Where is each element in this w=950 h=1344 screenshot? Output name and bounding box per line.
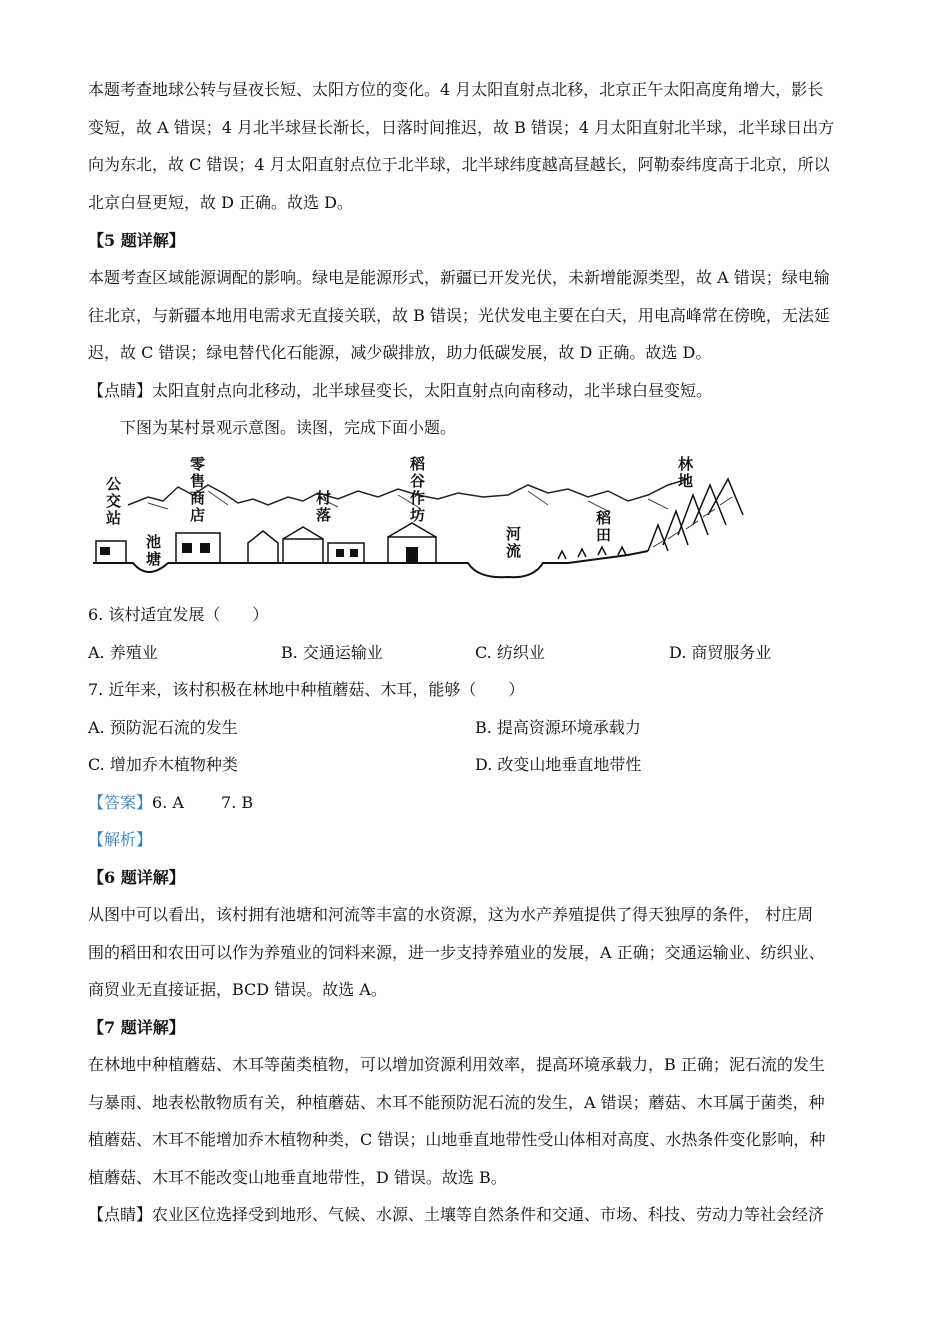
village-landscape-figure bbox=[88, 455, 748, 585]
section-heading: 【5 题详解】 bbox=[88, 231, 185, 250]
analysis-label: 【解析】 bbox=[88, 830, 153, 849]
answer-label: 【答案】 bbox=[88, 793, 153, 812]
text-line: 植蘑菇、木耳不能改变山地垂直地带性，D 错误。故选 B。 bbox=[88, 1168, 507, 1187]
text-line: 从图中可以看出，该村拥有池塘和河流等丰富的水资源，这为水产养殖提供了得天独厚的条件， 村庄周 bbox=[88, 905, 814, 924]
question-6-stem: 6. 该村适宜发展（ ） bbox=[88, 605, 269, 624]
label-forest: 林地 bbox=[678, 455, 694, 490]
q6-option-b: B. 交通运输业 bbox=[281, 643, 383, 662]
label-river: 河流 bbox=[506, 525, 522, 560]
text-line: 迟，故 C 错误；绿电替代化石能源，减少碳排放，助力低碳发展，故 D 正确。故选 D。 bbox=[88, 343, 712, 362]
q6-option-c: C. 纺织业 bbox=[475, 643, 545, 662]
text-line: 变短，故 A 错误；4 月北半球昼长渐长，日落时间推迟，故 B 错误；4 月太阳直射北半球，北半球日出方 bbox=[88, 118, 835, 137]
text-line: 商贸业无直接证据，BCD 错误。故选 A。 bbox=[88, 980, 387, 999]
text-line: 本题考查地球公转与昼夜长短、太阳方位的变化。4 月太阳直射点北移，北京正午太阳高度角增大，影长 bbox=[88, 80, 824, 99]
label-rice-workshop: 稻谷作坊 bbox=[410, 455, 426, 524]
text-line: 本题考查区域能源调配的影响。绿电是能源形式，新疆已开发光伏，未新增能源类型，故 A 错误；绿电输 bbox=[88, 268, 830, 287]
text-line: 围的稻田和农田可以作为养殖业的饲料来源，进一步支持养殖业的发展，A 正确；交通运输业、纺织业、 bbox=[88, 943, 825, 962]
text-line: 与暴雨、地表松散物质有关，种植蘑菇、木耳不能预防泥石流的发生，A 错误；蘑菇、木耳属于菌类，种 bbox=[88, 1093, 825, 1112]
q7-option-c: C. 增加乔木植物种类 bbox=[88, 755, 238, 774]
question-7-stem: 7. 近年来，该村积极在林地中种植蘑菇、木耳，能够（ ） bbox=[88, 680, 525, 699]
answer-text: 6. A 7. B bbox=[152, 793, 254, 812]
answer-line bbox=[88, 793, 253, 813]
note-line: 【点睛】农业区位选择受到地形、气候、水源、土壤等自然条件和交通、市场、科技、劳动力等社会经济 bbox=[88, 1205, 825, 1224]
text-line: 往北京，与新疆本地用电需求无直接关联，故 B 错误；光伏发电主要在白天，用电高峰常在傍晚，无法延 bbox=[88, 306, 830, 325]
forest-trees bbox=[648, 479, 743, 551]
label-retail-store: 零售商店 bbox=[190, 455, 206, 524]
q6-option-a: A. 养殖业 bbox=[88, 643, 158, 662]
q7-option-d: D. 改变山地垂直地带性 bbox=[475, 755, 642, 774]
village-landscape-drawing bbox=[88, 455, 748, 585]
label-pond: 池塘 bbox=[146, 533, 162, 568]
q7-option-a: A. 预防泥石流的发生 bbox=[88, 718, 238, 737]
note-line: 【点睛】太阳直射点向北移动，北半球昼变长，太阳直射点向南移动，北半球白昼变短。 bbox=[88, 381, 713, 400]
section-heading: 【7 题详解】 bbox=[88, 1018, 185, 1037]
text-line: 在林地中种植蘑菇、木耳等菌类植物，可以增加资源利用效率，提高环境承载力，B 正确；泥石流的发生 bbox=[88, 1055, 825, 1074]
label-village: 村落 bbox=[316, 489, 332, 524]
q6-option-d: D. 商贸服务业 bbox=[669, 643, 772, 662]
q7-option-b: B. 提高资源环境承载力 bbox=[475, 718, 641, 737]
figure-intro: 下图为某村景观示意图。读图，完成下面小题。 bbox=[120, 418, 457, 437]
section-heading: 【6 题详解】 bbox=[88, 868, 185, 887]
text-line: 向为东北，故 C 错误；4 月太阳直射点位于北半球，北半球纬度越高昼越长，阿勒泰纬度高于北京，所以 bbox=[88, 155, 830, 174]
label-bus-stop: 公交站 bbox=[106, 475, 122, 527]
text-line: 植蘑菇、木耳不能增加乔木植物种类，C 错误；山地垂直地带性受山体相对高度、水热条件变化影响，种 bbox=[88, 1130, 826, 1149]
label-paddy: 稻田 bbox=[596, 509, 612, 544]
text-line: 北京白昼更短，故 D 正确。故选 D。 bbox=[88, 193, 353, 212]
